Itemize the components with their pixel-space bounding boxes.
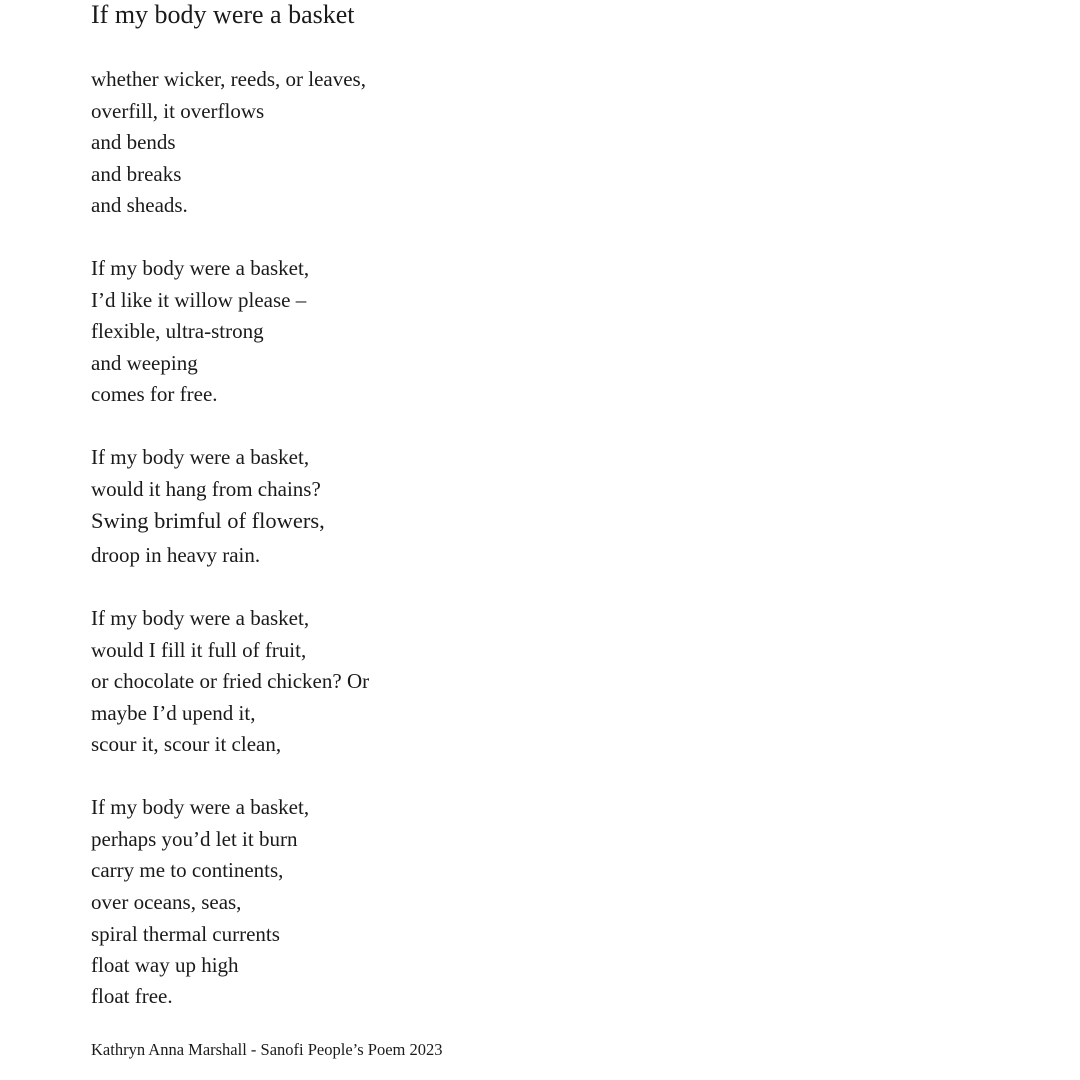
poem-line: droop in heavy rain. bbox=[91, 543, 261, 567]
poem-line: and breaks bbox=[91, 162, 182, 186]
poem-line: over oceans, seas, bbox=[91, 890, 242, 914]
poem-line: or chocolate or fried chicken? Or bbox=[91, 669, 370, 693]
poem-line: float free. bbox=[91, 984, 173, 1008]
poem-line: If my body were a basket, bbox=[91, 256, 310, 280]
poem-line: I’d like it willow please – bbox=[91, 288, 307, 312]
poem-line: and weeping bbox=[91, 351, 198, 375]
poem-line: perhaps you’d let it burn bbox=[91, 827, 298, 851]
poem-title: If my body were a basket bbox=[91, 0, 355, 29]
poem-line: float way up high bbox=[91, 953, 239, 977]
poem-line: If my body were a basket, bbox=[91, 606, 310, 630]
poem-line: If my body were a basket, bbox=[91, 445, 310, 469]
author-credit: Kathryn Anna Marshall - Sanofi People’s Poem 2023 bbox=[91, 1040, 443, 1059]
poem-line: If my body were a basket, bbox=[91, 795, 310, 819]
poem-line: flexible, ultra-strong bbox=[91, 319, 264, 343]
poem-line: would it hang from chains? bbox=[91, 477, 321, 501]
poem-line: overfill, it overflows bbox=[91, 99, 265, 123]
poem-line: scour it, scour it clean, bbox=[91, 732, 282, 756]
poem-line: Swing brimful of flowers, bbox=[91, 508, 325, 533]
poem-line: maybe I’d upend it, bbox=[91, 701, 256, 725]
poem-line: whether wicker, reeds, or leaves, bbox=[91, 67, 366, 91]
poem-line: and bends bbox=[91, 130, 176, 154]
poem-line: comes for free. bbox=[91, 382, 218, 406]
poem-line: would I fill it full of fruit, bbox=[91, 638, 307, 662]
poem-line: and sheads. bbox=[91, 193, 188, 217]
poem-line: spiral thermal currents bbox=[91, 922, 280, 946]
poem-line: carry me to continents, bbox=[91, 858, 284, 882]
